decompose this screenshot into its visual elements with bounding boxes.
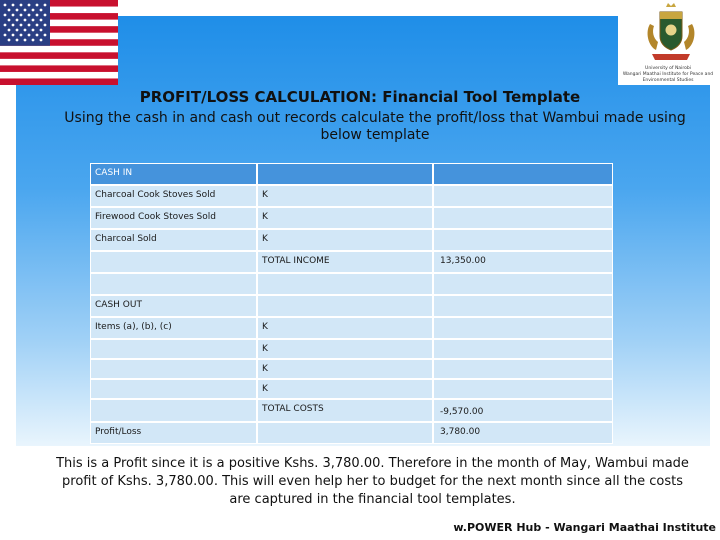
profit-loss-row bbox=[90, 422, 613, 444]
table-row bbox=[90, 273, 613, 295]
table-cell bbox=[257, 273, 433, 295]
total-cell bbox=[433, 359, 613, 379]
cash-in-header: CASH IN bbox=[90, 163, 257, 185]
table-cell bbox=[433, 295, 613, 317]
table-cell bbox=[90, 273, 257, 295]
financial-tool-table bbox=[90, 163, 613, 444]
table-row bbox=[90, 185, 613, 207]
item-cell: Firewood Cook Stoves Sold bbox=[90, 207, 257, 229]
total-income-row bbox=[90, 251, 613, 273]
total-costs-label: TOTAL COSTS bbox=[257, 399, 433, 422]
slide-subtitle: Using the cash in and cash out records calculate the profit/loss that Wambui made using below template bbox=[64, 110, 686, 143]
amount-cell: K bbox=[257, 317, 433, 339]
table-cell bbox=[257, 295, 433, 317]
table-cell bbox=[90, 399, 257, 422]
university-crest-icon bbox=[644, 2, 698, 64]
amount-cell: K bbox=[257, 229, 433, 251]
item-cell: Charcoal Sold bbox=[90, 229, 257, 251]
total-cell bbox=[433, 379, 613, 399]
item-cell: Charcoal Cook Stoves Sold bbox=[90, 185, 257, 207]
table-cell bbox=[90, 251, 257, 273]
table-row bbox=[90, 317, 613, 339]
institution-name-line: University of Nairobi bbox=[645, 66, 691, 71]
total-income-label: TOTAL INCOME bbox=[257, 251, 433, 273]
amount-cell: K bbox=[257, 185, 433, 207]
table-cell bbox=[433, 273, 613, 295]
amount-cell: K bbox=[257, 207, 433, 229]
cash-in-header-row bbox=[90, 163, 613, 185]
item-cell: Items (a), (b), (c) bbox=[90, 317, 257, 339]
profit-loss-value: 3,780.00 bbox=[433, 422, 613, 444]
item-cell bbox=[90, 359, 257, 379]
total-cell bbox=[433, 339, 613, 359]
total-cell bbox=[433, 185, 613, 207]
table-cell bbox=[257, 163, 433, 185]
total-cell bbox=[433, 317, 613, 339]
amount-cell: K bbox=[257, 379, 433, 399]
total-cell bbox=[433, 207, 613, 229]
university-logo bbox=[618, 0, 718, 85]
institution-name-line: Environmental Studies bbox=[642, 78, 694, 83]
total-costs-value: -9,570.00 bbox=[433, 399, 613, 422]
footer-text: w.POWER Hub - Wangari Maathai Institute bbox=[453, 521, 716, 534]
table-cell bbox=[433, 163, 613, 185]
slide-title: PROFIT/LOSS CALCULATION: Financial Tool Template bbox=[139, 88, 581, 106]
table-row bbox=[90, 339, 613, 359]
us-flag-icon bbox=[0, 0, 118, 85]
conclusion-text: This is a Profit since it is a positive Kshs. 3,780.00. Therefore in the month of May, Wambui made profit of Kshs. 3,780.00. This will even help her to budget for the next month since all the costs are captured in the financial tool templates. bbox=[56, 456, 689, 507]
item-cell bbox=[90, 339, 257, 359]
cash-out-header: CASH OUT bbox=[90, 295, 257, 317]
table-row bbox=[90, 359, 613, 379]
total-cell bbox=[433, 229, 613, 251]
total-costs-row bbox=[90, 399, 613, 422]
amount-cell: K bbox=[257, 339, 433, 359]
item-cell bbox=[90, 379, 257, 399]
table-cell bbox=[257, 422, 433, 444]
profit-loss-label: Profit/Loss bbox=[90, 422, 257, 444]
total-income-value: 13,350.00 bbox=[433, 251, 613, 273]
amount-cell: K bbox=[257, 359, 433, 379]
cash-out-header-row bbox=[90, 295, 613, 317]
institution-name-line: Wangari Maathai Institute for Peace and bbox=[622, 72, 714, 77]
table-row bbox=[90, 229, 613, 251]
table-row bbox=[90, 207, 613, 229]
table-row bbox=[90, 379, 613, 399]
